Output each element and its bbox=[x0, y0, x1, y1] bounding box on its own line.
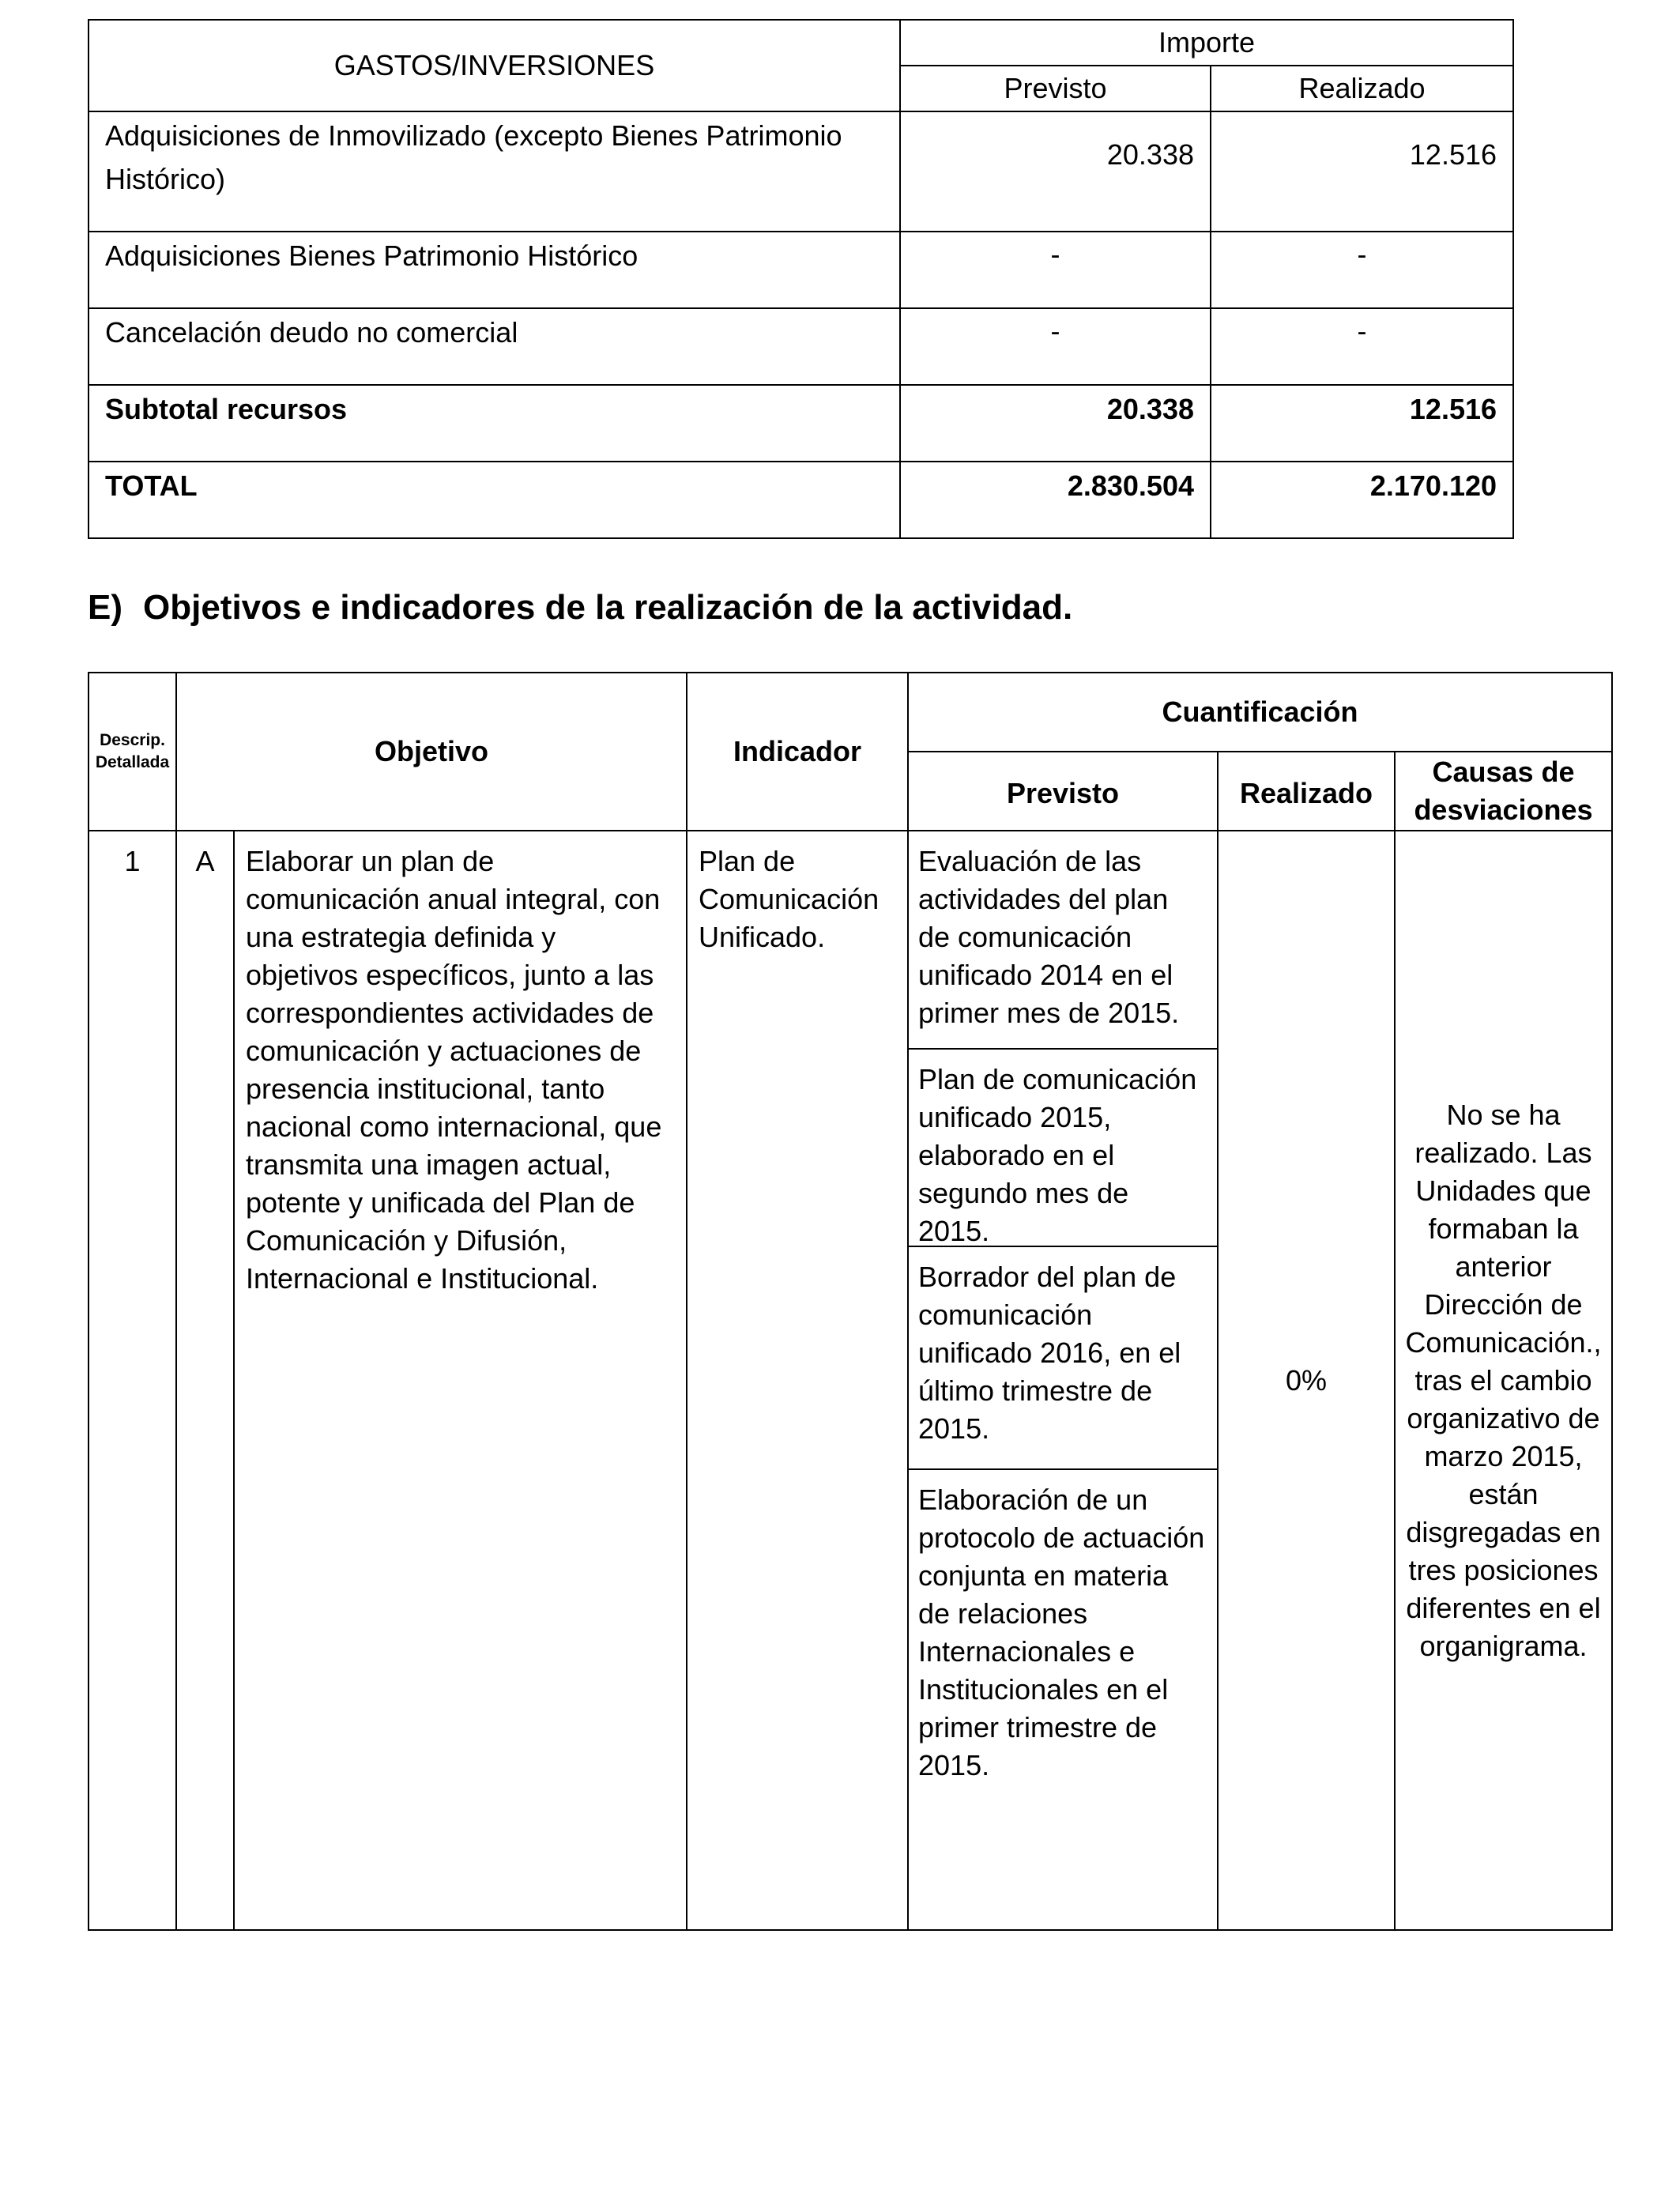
section-heading bbox=[88, 588, 1072, 628]
table-row bbox=[89, 111, 1513, 232]
expenses-table bbox=[88, 19, 1514, 539]
row-label: Adquisiciones de Inmovilizado (excepto Bienes Patrimonio Histórico) bbox=[89, 111, 900, 232]
previsto-item: Plan de comunicación unificado 2015, elaborado en el segundo mes de 2015. bbox=[909, 1050, 1217, 1247]
previsto-item: Evaluación de las actividades del plan de comunicación unificado 2014 en el primer mes de 2015. bbox=[909, 831, 1217, 1050]
section-title: Objetivos e indicadores de la realización de la actividad. bbox=[143, 588, 1073, 627]
header-previsto: Previsto bbox=[908, 752, 1218, 831]
row-letter: A bbox=[176, 831, 234, 1930]
row-realizado: 12.516 bbox=[1211, 111, 1513, 232]
header-realizado: Realizado bbox=[1218, 752, 1395, 831]
row-realizado: - bbox=[1211, 232, 1513, 308]
row-realizado: 0% bbox=[1218, 831, 1395, 1930]
table-row-total bbox=[89, 462, 1513, 538]
objectives-table bbox=[88, 672, 1613, 1931]
row-label: Adquisiciones Bienes Patrimonio Histórico bbox=[89, 232, 900, 308]
row-previsto: 20.338 bbox=[900, 111, 1211, 232]
row-causas: No se ha realizado. Las Unidades que formaban la anterior Dirección de Comunicación., tras el cambio organizativo de marzo 2015, están disgregadas en tres posiciones diferentes en el organigrama. bbox=[1395, 831, 1612, 1930]
header-importe: Importe bbox=[900, 20, 1513, 66]
header-indicador: Indicador bbox=[687, 673, 908, 831]
table-row bbox=[89, 308, 1513, 385]
header-cuantificacion: Cuantificación bbox=[908, 673, 1612, 752]
header-objetivo: Objetivo bbox=[176, 673, 687, 831]
table-row-subtotal bbox=[89, 385, 1513, 462]
previsto-item: Borrador del plan de comunicación unificado 2016, en el último trimestre de 2015. bbox=[909, 1247, 1217, 1470]
row-previsto: 2.830.504 bbox=[900, 462, 1211, 538]
row-label: Cancelación deudo no comercial bbox=[89, 308, 900, 385]
row-previsto: - bbox=[900, 308, 1211, 385]
row-label: TOTAL bbox=[89, 462, 900, 538]
row-previsto: - bbox=[900, 232, 1211, 308]
header-gastos-inversiones: GASTOS/INVERSIONES bbox=[89, 20, 900, 111]
row-previsto bbox=[908, 831, 1218, 1930]
header-descrip-detallada: Descrip. Detallada bbox=[89, 673, 176, 831]
previsto-item: Elaboración de un protocolo de actuación conjunta en materia de relaciones Internacionales e Institucionales en el primer trimestre de 2015. bbox=[918, 1483, 1205, 1781]
table-row bbox=[89, 831, 1612, 1930]
header-realizado: Realizado bbox=[1211, 66, 1513, 111]
table-row bbox=[89, 232, 1513, 308]
row-indicador: Plan de Comunicación Unificado. bbox=[687, 831, 908, 1930]
row-previsto: 20.338 bbox=[900, 385, 1211, 462]
row-realizado: - bbox=[1211, 308, 1513, 385]
row-realizado: 12.516 bbox=[1211, 385, 1513, 462]
row-number: 1 bbox=[89, 831, 176, 1930]
header-causas: Causas de desviaciones bbox=[1395, 752, 1612, 831]
row-objetivo: Elaborar un plan de comunicación anual integral, con una estrategia definida y objetivos específicos, junto a las correspondientes actividades de comunicación y actuaciones de presencia institucional, tanto nacional como internacional, que transmita una imagen actual, potente y unificada del Plan de Comunicación y Difusión, Internacional e Institucional. bbox=[234, 831, 687, 1930]
row-label: Subtotal recursos bbox=[89, 385, 900, 462]
header-previsto: Previsto bbox=[900, 66, 1211, 111]
row-realizado: 2.170.120 bbox=[1211, 462, 1513, 538]
section-letter: E) bbox=[88, 588, 122, 627]
